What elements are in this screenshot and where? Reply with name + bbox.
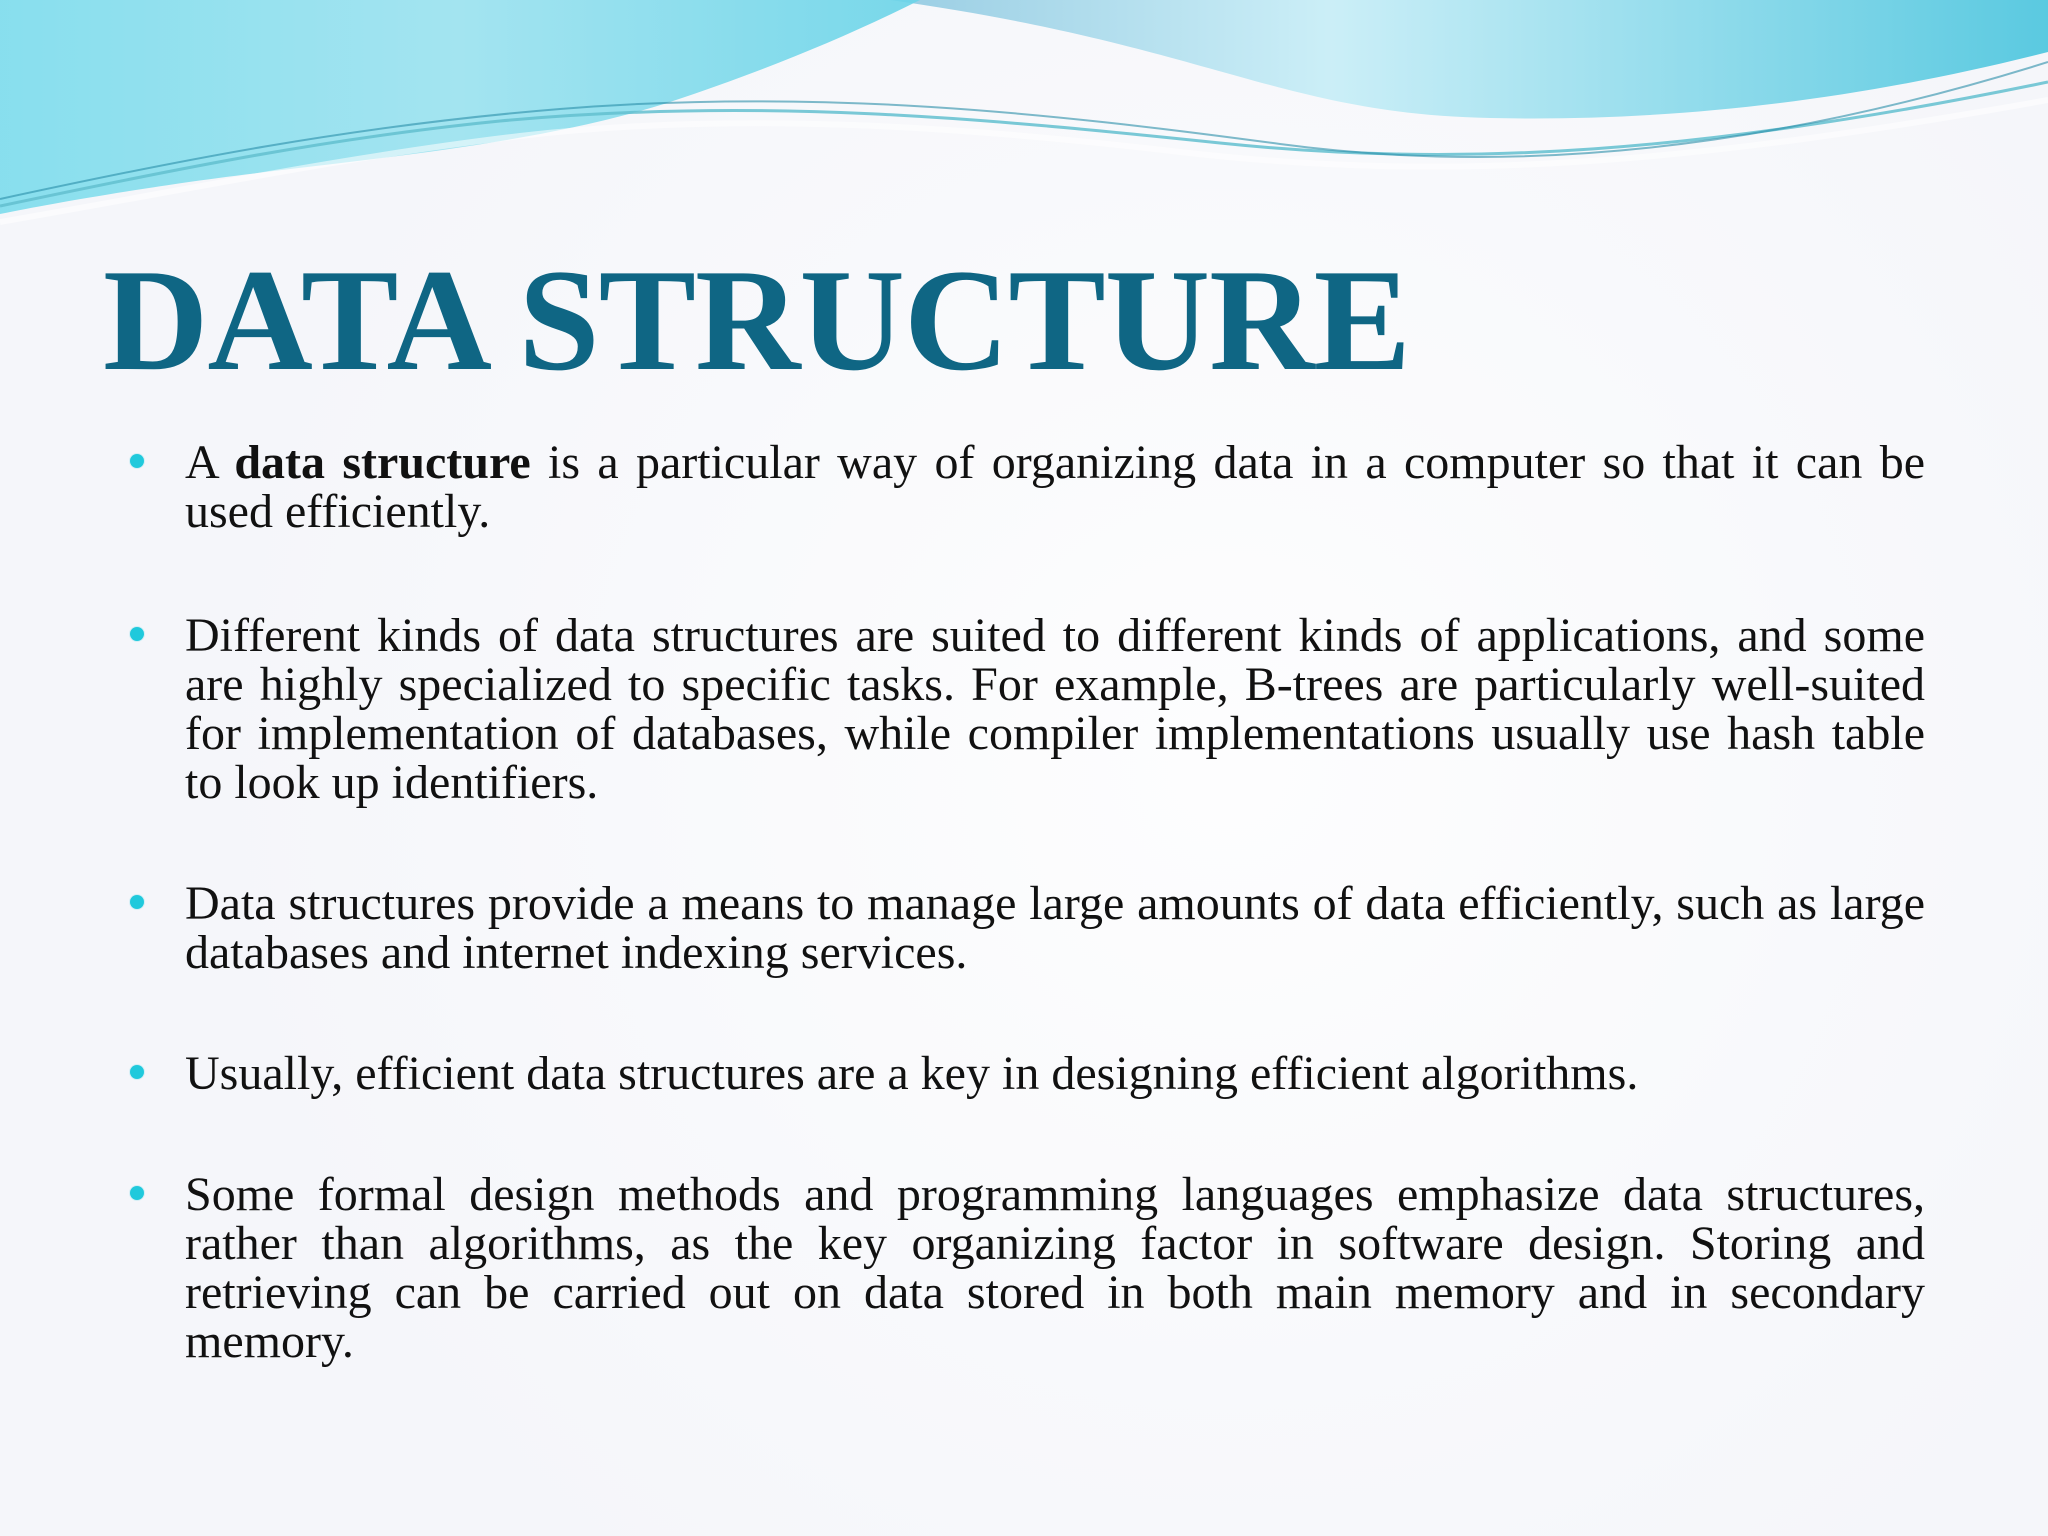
- bullet-text: Data structures provide a means to manage large amounts of data efficiently, such as large databases and internet indexing services.: [185, 877, 1925, 979]
- bullet-suffix: is a particular way of organizing data in a computer so that it can be used efficiently.: [185, 436, 1926, 538]
- decorative-wave-header: [0, 0, 2048, 240]
- bullet-item: [130, 438, 1925, 536]
- bullet-text: Different kinds of data structures are suited to different kinds of applications, and some are highly specialized to specific tasks. For example, B-trees are particularly well-suited for implementation of databases, while compiler implementations usually use hash table to look up identifiers.: [185, 609, 1925, 809]
- bold-term: data structure: [234, 436, 531, 489]
- bullet-text: Usually, efficient data structures are a key in designing efficient algorithms.: [185, 1047, 1639, 1100]
- circle-bullet-icon: [130, 1065, 144, 1079]
- bullet-text: Some formal design methods and programming languages emphasize data structures, rather than algorithms, as the key organizing factor in software design. Storing and retrieving can be carried out on data stored in both main memory and in secondary memory.: [185, 1168, 1925, 1368]
- bullet-text: [185, 438, 1925, 536]
- circle-bullet-icon: [130, 1186, 144, 1200]
- bullet-item: [130, 879, 1925, 977]
- slide-title: DATA STRUCTURE: [103, 239, 1410, 401]
- bullet-item: [130, 611, 1925, 807]
- circle-bullet-icon: [130, 627, 144, 641]
- bullet-item: [130, 1170, 1925, 1366]
- circle-bullet-icon: [130, 454, 144, 468]
- circle-bullet-icon: [130, 895, 144, 909]
- bullet-list: [130, 438, 1925, 1366]
- bullet-prefix: A: [185, 436, 235, 489]
- bullet-item: [130, 1049, 1925, 1098]
